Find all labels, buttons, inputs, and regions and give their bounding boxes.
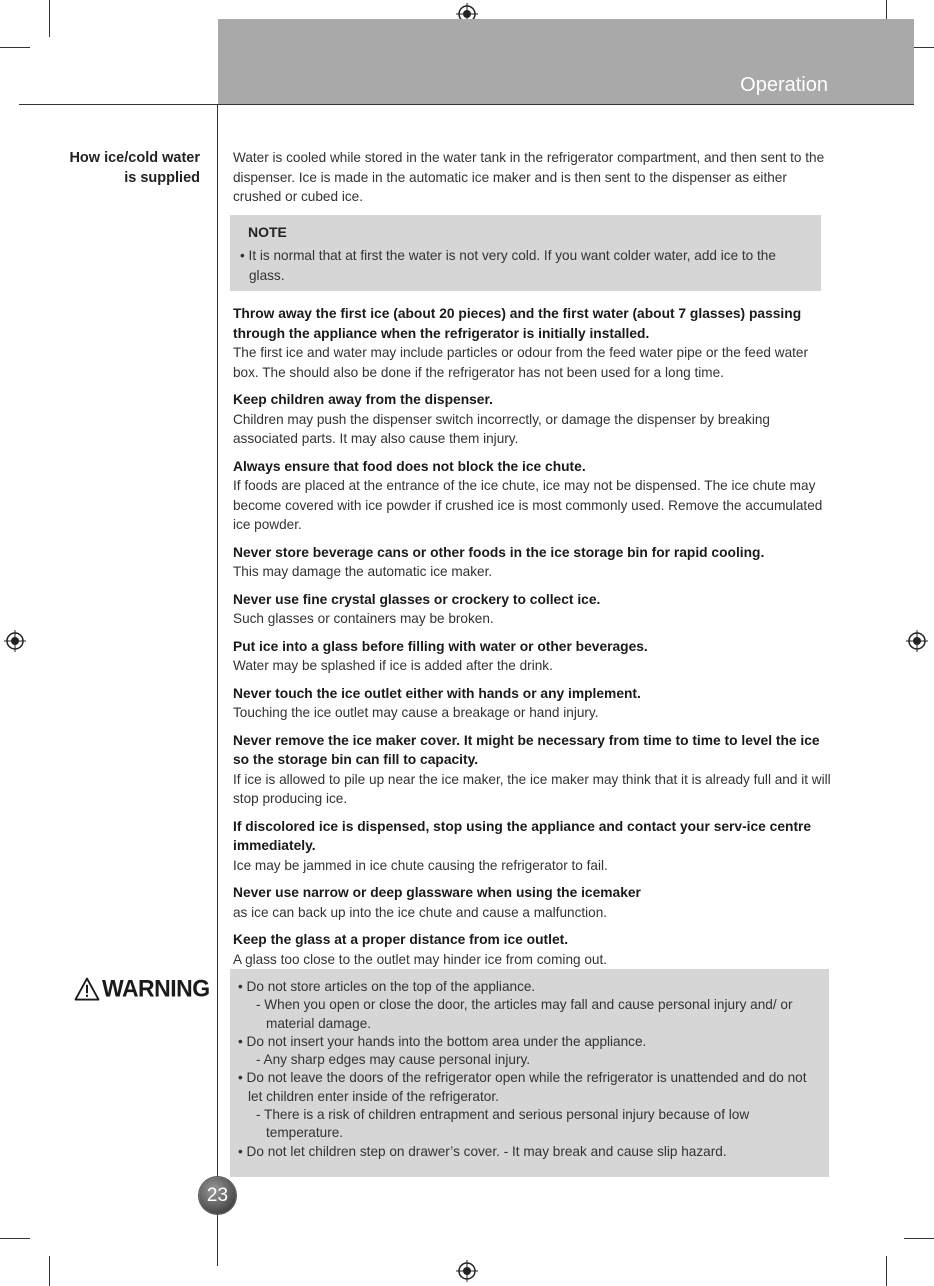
main-content bbox=[233, 148, 833, 977]
registration-mark-icon bbox=[456, 1260, 478, 1282]
crop-mark bbox=[49, 1256, 50, 1286]
instruction-heading: Never use fine crystal glasses or crockery to collect ice. bbox=[233, 591, 601, 607]
note-text: • It is normal that at first the water is not very cold. If you want colder water, add ice to the glass. bbox=[240, 248, 776, 283]
registration-mark-icon bbox=[906, 630, 928, 652]
instruction-heading: Never remove the ice maker cover. It might be necessary from time to time to level the ice so the storage bin can fill to capacity. bbox=[233, 732, 820, 767]
instruction-body: Such glasses or containers may be broken. bbox=[233, 611, 494, 626]
warning-bullet: • Do not let children step on drawer’s cover. - It may break and cause slip hazard. bbox=[238, 1143, 727, 1159]
warning-bullet: • Do not leave the doors of the refrigerator open while the refrigerator is unattended and do not let children enter inside of the refrigerator. bbox=[238, 1070, 807, 1104]
warning-bullet: • Do not insert your hands into the bottom area under the appliance. bbox=[238, 1033, 647, 1049]
instruction-heading: If discolored ice is dispensed, stop using the appliance and contact your serv-ice centre immediately. bbox=[233, 818, 812, 853]
intro-paragraph: Water is cooled while stored in the water tank in the refrigerator compartment, and then sent to the dispenser. Ice is made in the automatic ice maker and is then sent to the dispenser as either crushed or cubed ice. bbox=[233, 150, 825, 204]
instruction-list bbox=[233, 304, 833, 969]
instruction-heading: Never use narrow or deep glassware when using the icemaker bbox=[233, 885, 641, 900]
warning-bullet: • Do not store articles on the top of the appliance. bbox=[238, 979, 536, 994]
instruction-body: Water may be splashed if ice is added after the drink. bbox=[233, 658, 553, 673]
instruction-heading: Always ensure that food does not block the ice chute. bbox=[233, 458, 586, 474]
column-divider bbox=[217, 104, 218, 1266]
instruction-body: The first ice and water may include particles or odour from the feed water pipe or the feed water box. The should also be done if the refrigerator has not been used for a long time. bbox=[233, 345, 808, 380]
warning-subitem: - When you open or close the door, the articles may fall and cause personal injury and/ or material damage. bbox=[256, 997, 793, 1031]
instruction-body: This may damage the automatic ice maker. bbox=[233, 564, 493, 579]
crop-mark bbox=[0, 1238, 30, 1239]
instruction-body: Touching the ice outlet may cause a breakage or hand injury. bbox=[233, 705, 599, 720]
instruction-item bbox=[233, 930, 833, 969]
side-heading: How ice/cold water is supplied bbox=[69, 150, 200, 186]
crop-mark bbox=[0, 47, 30, 48]
note-box bbox=[230, 215, 821, 292]
instruction-body: as ice can back up into the ice chute and cause a malfunction. bbox=[233, 904, 608, 920]
instruction-heading: Throw away the first ice (about 20 pieces) and the first water (about 7 glasses) passing through the appliance when the refrigerator is initially installed. bbox=[233, 306, 802, 341]
instruction-item bbox=[233, 684, 833, 723]
instruction-item bbox=[233, 883, 833, 922]
page-number: 23 bbox=[199, 1177, 236, 1214]
instruction-item bbox=[233, 457, 833, 535]
instruction-heading: Never touch the ice outlet either with hands or any implement. bbox=[233, 685, 641, 701]
instruction-item bbox=[233, 590, 833, 629]
crop-mark bbox=[886, 1256, 887, 1286]
instruction-body: If foods are placed at the entrance of the ice chute, ice may not be dispensed. The ice chute may become covered with ice powder if crushed ice is most commonly used. Remove the accumulated ice powder. bbox=[233, 478, 823, 532]
instruction-heading: Put ice into a glass before filling with water or other beverages. bbox=[233, 638, 648, 654]
instruction-item bbox=[233, 543, 833, 582]
section-title: Operation bbox=[740, 74, 828, 96]
crop-mark bbox=[904, 1238, 934, 1239]
warning-box bbox=[230, 969, 829, 1177]
warning-label bbox=[74, 974, 210, 1002]
instruction-item bbox=[233, 637, 833, 676]
registration-mark-icon bbox=[4, 630, 26, 652]
instruction-body: A glass too close to the outlet may hinder ice from coming out. bbox=[233, 951, 608, 967]
instruction-item bbox=[233, 817, 833, 876]
instruction-body: Children may push the dispenser switch incorrectly, or damage the dispenser by breaking associated parts. It may also cause them injury. bbox=[233, 411, 770, 446]
instruction-item bbox=[233, 304, 833, 382]
instruction-heading: Keep children away from the dispenser. bbox=[233, 392, 493, 407]
warning-subitem: - There is a risk of children entrapment and serious personal injury because of low temperature. bbox=[256, 1107, 750, 1141]
warning-triangle-icon bbox=[74, 976, 100, 1001]
warning-label-text: WARNING bbox=[102, 974, 210, 1002]
instruction-heading: Keep the glass at a proper distance from ice outlet. bbox=[233, 932, 569, 947]
instruction-heading: Never store beverage cans or other foods in the ice storage bin for rapid cooling. bbox=[233, 544, 765, 560]
warning-subitem: - Any sharp edges may cause personal injury. bbox=[256, 1052, 531, 1068]
instruction-body: If ice is allowed to pile up near the ice maker, the ice maker may think that it is already full and it will stop producing ice. bbox=[233, 771, 831, 806]
instruction-item bbox=[233, 390, 833, 449]
note-title: NOTE bbox=[248, 223, 287, 240]
instruction-body: Ice may be jammed in ice chute causing the refrigerator to fail. bbox=[233, 857, 608, 873]
header-rule bbox=[19, 104, 914, 105]
instruction-item bbox=[233, 731, 833, 809]
crop-mark bbox=[49, 0, 50, 37]
